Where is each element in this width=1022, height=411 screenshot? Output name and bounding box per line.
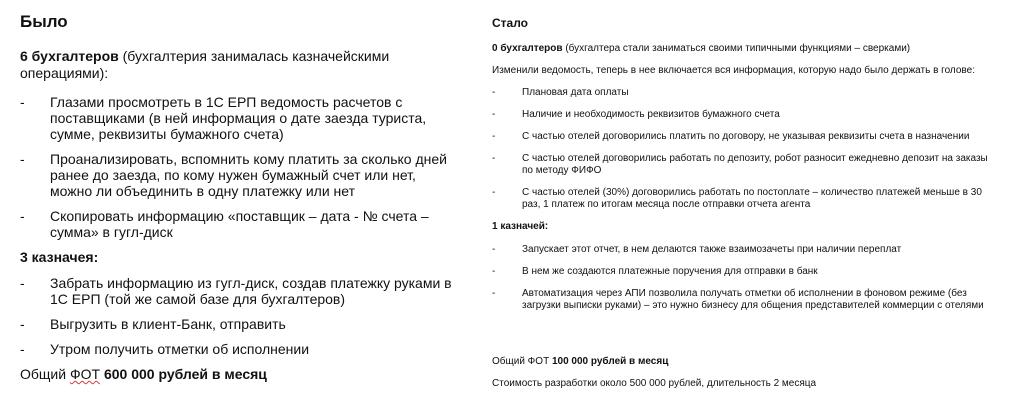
list-item: - Выгрузить в клиент-Банк, отправить	[20, 316, 286, 332]
after-accountants-count: 0 бухгалтеров	[492, 43, 563, 54]
before-accountants-heading	[20, 48, 460, 82]
after-payroll-value: 100 000 рублей в месяц	[551, 356, 669, 367]
after-title: Стало	[492, 16, 529, 30]
before-title: Было	[20, 12, 68, 31]
list-item: - Проанализировать, вспомнить кому платить за сколько дней ранее до заезда, по кому нужен бумажный счет или нет, можно ли объединить в одну платежку или нет	[20, 151, 447, 199]
after-treasurer-heading: 1 казначей:	[492, 221, 549, 232]
before-payroll-total: Общий ФОТ 600 000 рублей в месяц	[20, 366, 267, 382]
list-item: - С частью отелей договорились платить по договору, не указывая реквизиты счета в назначении	[492, 131, 970, 142]
before-payroll-value: 600 000 рублей в месяц	[100, 366, 267, 382]
after-column	[492, 12, 992, 322]
list-item: - Автоматизация через АПИ позволила получать отметки об исполнении в фоновом режиме (без загрузки выписки руками) – это нужно бизнесу для общения представителей коммерции с отелями	[492, 288, 984, 311]
list-item: - С частью отелей договорились работать по депозиту, робот разносит ежедневно депозит на заказы по методу ФИФО	[492, 153, 988, 176]
before-accountants-count: 6 бухгалтеров	[20, 48, 119, 64]
before-treasurers-heading: 3 казначея:	[20, 249, 99, 265]
after-items-list	[492, 87, 992, 211]
after-accountants-heading	[492, 42, 992, 55]
before-accountants-desc: (бухгалтерия занималась казначейскими операциями):	[20, 48, 390, 81]
list-item: - Утром получить отметки об исполнении	[20, 341, 310, 357]
list-item: - Глазами просмотреть в 1С ЕРП ведомость расчетов с поставщиками (в ней информация о дате заезда туриста, сумме, реквизиты бумажного счета)	[20, 94, 427, 142]
list-item: - Запускает этот отчет, в нем делаются также взаимозачеты при наличии переплат	[492, 244, 902, 255]
after-accountants-desc: (бухгалтера стали заниматься своими типичными функциями – сверками)	[562, 43, 911, 54]
before-accountants-list	[20, 94, 460, 240]
before-column	[20, 12, 460, 366]
list-item: - В нем же создаются платежные поручения для отправки в банк	[492, 266, 818, 277]
list-item: - Забрать информацию из гугл-диск, создав платежку руками в 1С ЕРП (той же самой базе для бухгалтеров)	[20, 275, 452, 307]
after-treasurer-list	[492, 244, 992, 312]
after-payroll-total: Общий ФОТ 100 000 рублей в месяц	[492, 356, 669, 367]
after-intro: Изменили ведомость, теперь в нее включается вся информация, которую надо было держать в голове:	[492, 65, 975, 76]
list-item: - Скопировать информацию «поставщик – дата - № счета – сумма» в гугл-диск	[20, 208, 429, 240]
before-treasurers-list	[20, 275, 460, 357]
list-item: - Наличие и необходимость реквизитов бумажного счета	[492, 109, 780, 120]
development-cost: Стоимость разработки около 500 000 рублей, длительность 2 месяца	[492, 378, 817, 389]
list-item: - С частью отелей (30%) договорились работать по постоплате – количество платежей меньше в 30 раз, 1 платеж по итогам месяца после отправки отчета агента	[492, 187, 982, 210]
list-item: - Плановая дата оплаты	[492, 87, 629, 98]
